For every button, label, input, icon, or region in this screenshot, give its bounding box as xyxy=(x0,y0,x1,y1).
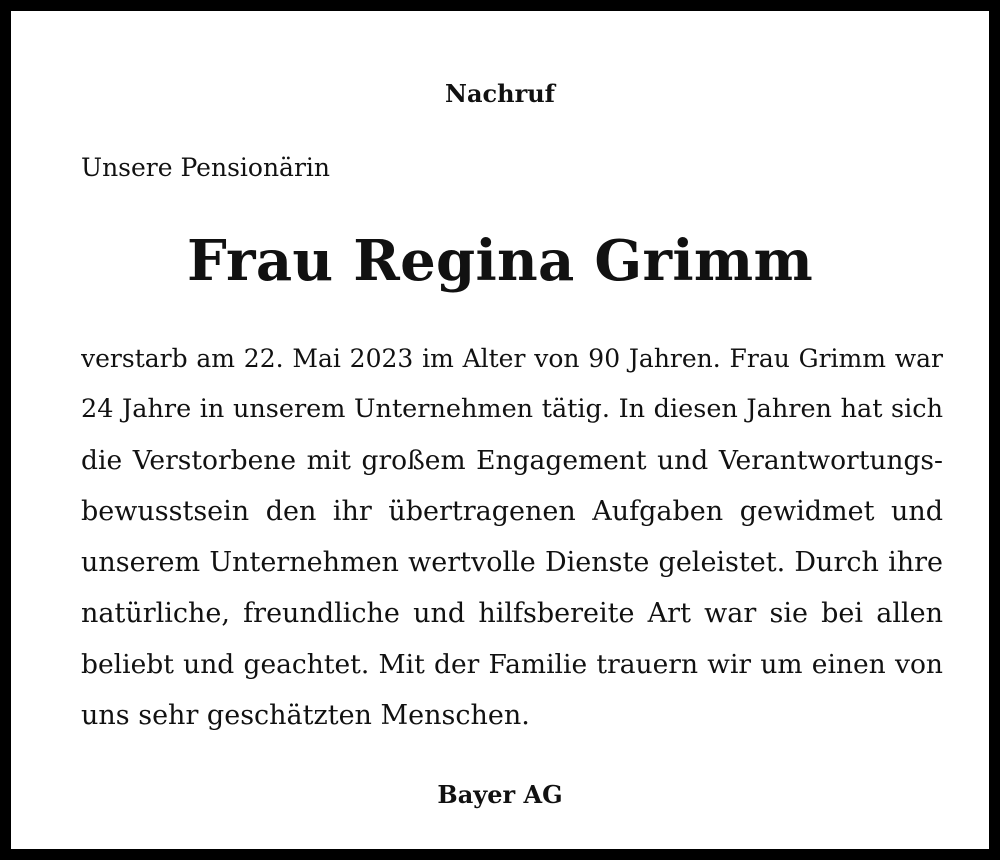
body-line: natürliche, freundliche und hilfsbereite Art war sie bei allen xyxy=(81,598,943,629)
body-line: 24 Jahre in unserem Unternehmen tätig. In diesen Jahren hat sich xyxy=(81,394,943,424)
signature: Bayer AG xyxy=(437,780,563,809)
intro-text: Unsere Pensionärin xyxy=(81,153,331,182)
body-line: unserem Unternehmen wertvolle Dienste geleistet. Durch ihre xyxy=(81,547,943,578)
body-line: beliebt und geachtet. Mit der Familie trauern wir um einen von xyxy=(81,649,943,680)
notice-heading: Nachruf xyxy=(445,79,555,108)
body-line: uns sehr geschätzten Menschen. xyxy=(81,700,530,731)
body-line: bewusstsein den ihr übertragenen Aufgaben gewidmet und xyxy=(81,496,943,527)
body-line: verstarb am 22. Mai 2023 im Alter von 90 Jahren. Frau Grimm war xyxy=(81,344,943,373)
deceased-name: Frau Regina Grimm xyxy=(186,228,814,294)
obituary-body xyxy=(81,333,943,741)
body-line: die Verstorbene mit großem Engagement und Verantwortungs- xyxy=(81,445,943,476)
